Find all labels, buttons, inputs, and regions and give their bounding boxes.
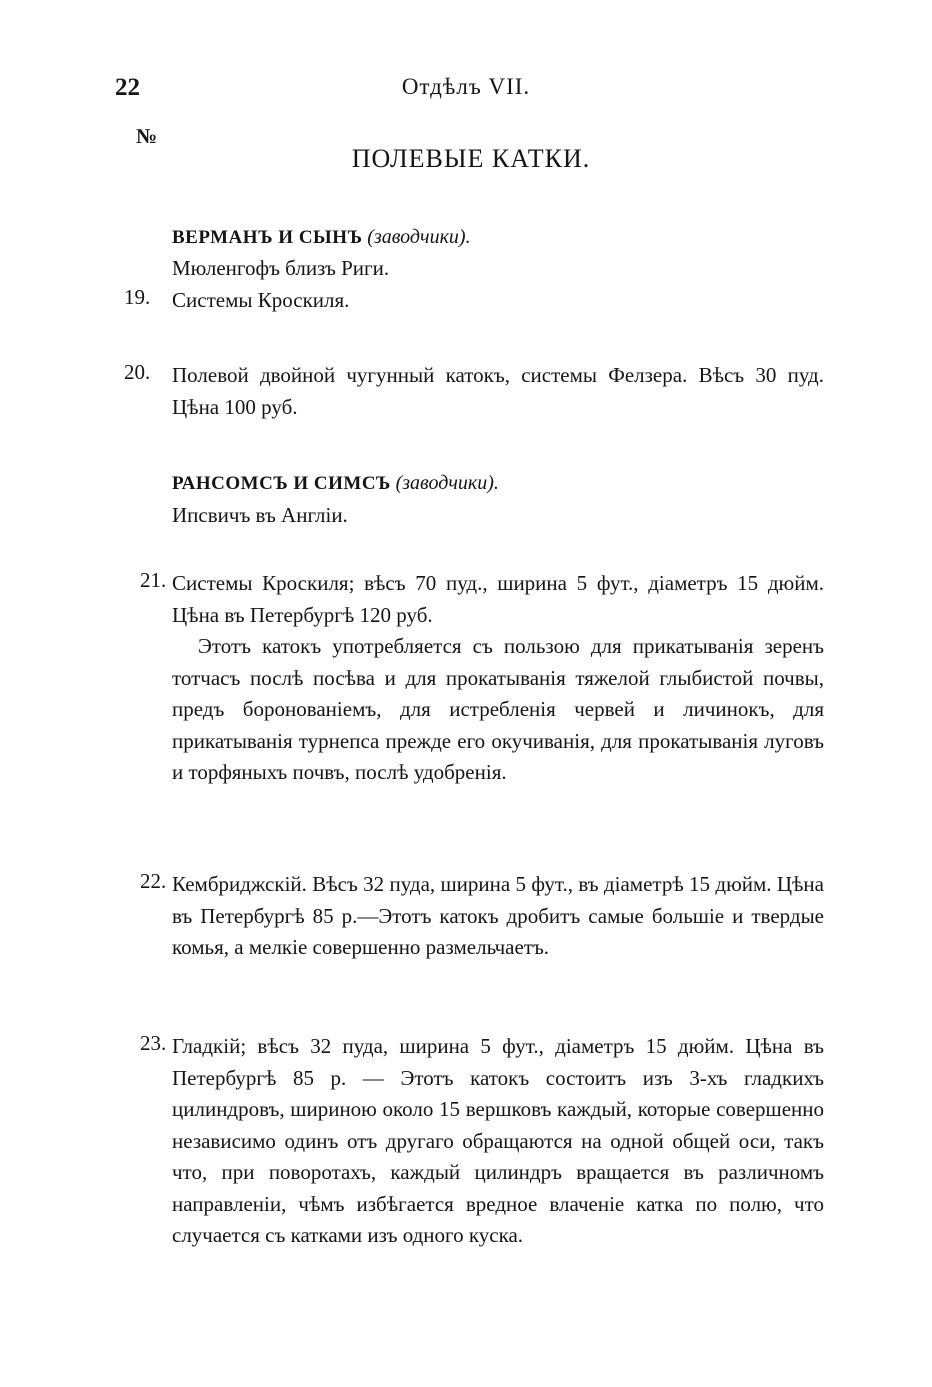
entry-text: Системы Кроскиля.: [172, 288, 350, 312]
maker-role: (заводчики).: [367, 226, 471, 248]
running-title: Отдѣлъ VII.: [401, 74, 531, 99]
entry-note: Этотъ катокъ употребляется съ пользою для прикатыванія зеренъ тотчасъ послѣ посѣва и для прокатыванія тяжелой глыбистой почвы, предъ боронованіемъ, для истребленія червей и личинокъ, для прикатыванія турнепса прежде его окучиванія, для прокатыванія луговъ и торфяныхъ почвъ, послѣ удобренія.: [172, 634, 824, 784]
entry-number: 19.: [124, 285, 151, 309]
maker-heading-ransoms: [172, 472, 499, 495]
entry-text: Полевой двойной чугунный катокъ, системы Фелзера. Вѣсъ 30 пуд. Цѣна 100 руб.: [172, 363, 824, 419]
entry-text: Гладкій; вѣсъ 32 пуда, ширина 5 фут., діаметръ 15 дюйм. Цѣна въ Петербургѣ 85 р. — Этотъ катокъ состоитъ изъ 3-хъ гладкихъ цилиндровъ, шириною около 15 вершковъ каждый, которые совершенно независимо одинъ отъ другаго обращаются на одной общей оси, такъ что, при поворотахъ, каждый цилиндръ вращается въ различномъ направленіи, чѣмъ избѣгается вредное влаченіе катка по полю, что случается съ катками изъ одного куска.: [172, 1034, 824, 1247]
maker-heading-werman: [172, 226, 471, 249]
entry-description: Системы Кроскиля; вѣсъ 70 пуд., ширина 5 фут., діаметръ 15 дюйм. Цѣна въ Петербургѣ 120 руб.: [172, 571, 824, 627]
maker-place-ransoms: Ипсвичъ въ Англіи.: [172, 503, 348, 527]
maker-place-werman: Мюленгофъ близъ Риги.: [172, 256, 390, 280]
page-number: 22: [115, 74, 140, 101]
entry-number: 22.: [140, 869, 167, 893]
entry-number: 21.: [140, 568, 167, 592]
number-column-sign: №: [136, 124, 158, 148]
entry-text: [172, 568, 824, 789]
maker-name: ВЕРМАНЪ И СЫНЪ: [172, 227, 363, 248]
maker-name: РАНСОМСЪ И СИМСЪ: [172, 473, 391, 494]
maker-role: (заводчики).: [395, 472, 499, 494]
entry-number: 20.: [124, 360, 151, 384]
entry-number: 23.: [140, 1031, 167, 1055]
entry-text: Кембриджскій. Вѣсъ 32 пуда, ширина 5 фут., въ діаметрѣ 15 дюйм. Цѣна въ Петербургѣ 85 р.—Этотъ катокъ дробитъ самые большіе и твердые комья, а мелкіе совершенно размельчаетъ.: [172, 872, 824, 959]
section-title: ПОЛЕВЫЕ КАТКИ.: [351, 144, 591, 173]
